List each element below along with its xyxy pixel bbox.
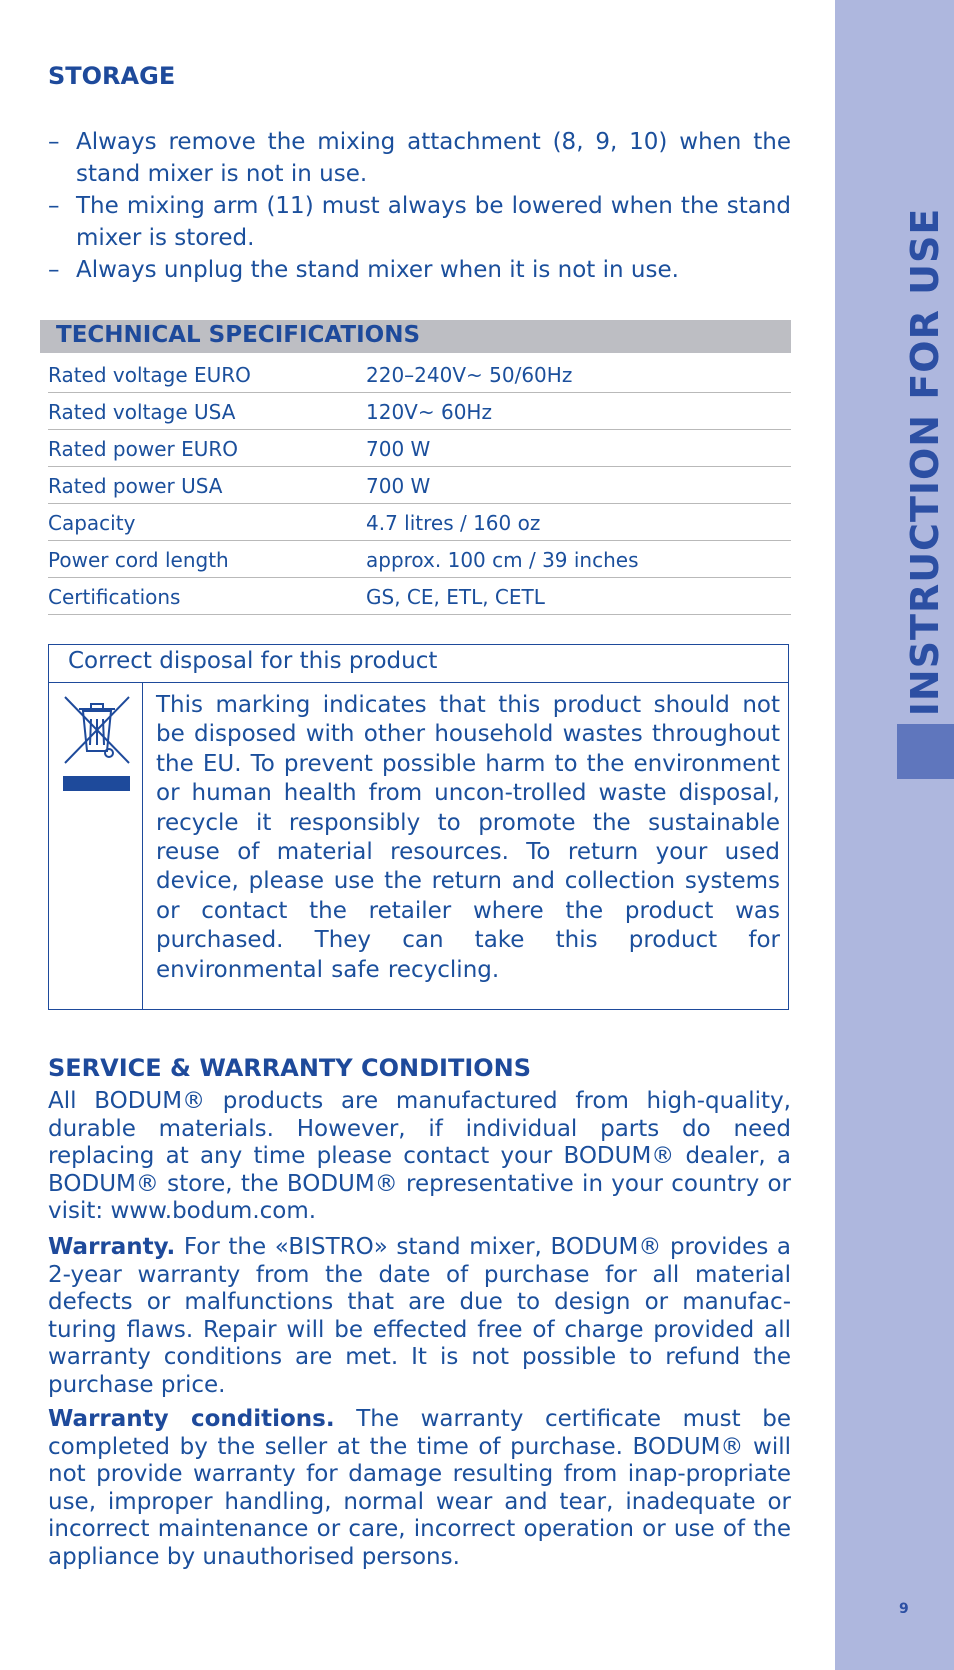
- table-row: [48, 356, 791, 393]
- disposal-title: Correct disposal for this product: [68, 648, 438, 674]
- conditions-label: Warranty conditions.: [48, 1406, 335, 1432]
- spec-value: 700 W: [366, 437, 431, 461]
- conditions-paragraph: [48, 1406, 791, 1572]
- disposal-box: [48, 644, 789, 1010]
- disposal-title-row: [49, 645, 788, 683]
- spec-label: Rated power USA: [48, 474, 223, 498]
- sidebar-title: INSTRUCTION FOR USE: [903, 207, 947, 717]
- table-row: [48, 430, 791, 467]
- table-row: [48, 541, 791, 578]
- disposal-icon-cell: [49, 683, 143, 1009]
- spec-value: 220–240V~ 50/60Hz: [366, 363, 573, 387]
- storage-list: [48, 126, 791, 286]
- list-dash: –: [48, 257, 60, 283]
- service-heading: SERVICE & WARRANTY CONDITIONS: [48, 1054, 532, 1082]
- storage-item-text: Always remove the mixing attachment (8, 9, 10) when the stand mixer is not in use.: [76, 129, 791, 187]
- spec-label: Power cord length: [48, 548, 229, 572]
- spec-label: Certifications: [48, 585, 181, 609]
- storage-item: [48, 126, 791, 190]
- spec-label: Rated voltage USA: [48, 400, 236, 424]
- warranty-label: Warranty.: [48, 1234, 176, 1260]
- disposal-text: This marking indicates that this product should not be disposed with other household wastes throughout the EU. To prevent possible harm to the environment or human health from uncon-trolled waste disposal, recycle it responsibly to promote the sustainable reuse of material resources. To return your used device, please use the return and collection systems or contact the retailer where the product was purchased. They can take this product for environmental safe recycling.: [156, 692, 780, 983]
- storage-item: [48, 190, 791, 254]
- spec-label: Rated voltage EURO: [48, 363, 251, 387]
- list-dash: –: [48, 193, 60, 219]
- spec-value: 700 W: [366, 474, 431, 498]
- conditions-text: The warranty certificate must be completed by the seller at the time of purchase. BODUM® will not provide warranty for damage resulting from inap-propriate use, improper handling, normal wear and tear, inadequate or incorrect maintenance or care, incorrect operation or use of the appliance by unauthorised persons.: [48, 1406, 791, 1570]
- crossed-out-wheelie-bin-icon: [63, 695, 131, 765]
- table-row: [48, 504, 791, 541]
- storage-item-text: Always unplug the stand mixer when it is not in use.: [76, 257, 679, 283]
- table-row: [48, 393, 791, 430]
- list-dash: –: [48, 129, 60, 155]
- table-row: [48, 467, 791, 504]
- storage-item: [48, 254, 791, 286]
- service-intro: All BODUM® products are manufactured from high-quality, durable materials. However, if individual parts do need replacing at any time please contact your BODUM® dealer, a BODUM® store, the BODUM® representative in your country or visit: www.bodum.com.: [48, 1088, 791, 1225]
- warranty-text: For the «BISTRO» stand mixer, BODUM® provides a 2-year warranty from the date of purchase for all material defects or malfunctions that are due to design or manufac-turing flaws. Repair will be effected free of charge provided all warranty conditions are met. It is not possible to refund the purchase price.: [48, 1234, 791, 1398]
- specs-heading: TECHNICAL SPECIFICATIONS: [56, 322, 421, 348]
- table-row: [48, 578, 791, 615]
- spec-label: Capacity: [48, 511, 136, 535]
- warranty-paragraph: [48, 1234, 791, 1400]
- spec-label: Rated power EURO: [48, 437, 238, 461]
- specs-table: [48, 356, 791, 615]
- sidebar-tab-marker: [897, 724, 954, 779]
- storage-heading: STORAGE: [48, 62, 176, 90]
- specs-heading-bar: [40, 320, 791, 353]
- storage-item-text: The mixing arm (11) must always be lowered when the stand mixer is stored.: [76, 193, 791, 251]
- spec-value: 120V~ 60Hz: [366, 400, 492, 424]
- spec-value: approx. 100 cm / 39 inches: [366, 548, 639, 572]
- disposal-bar: [63, 776, 130, 791]
- page-number: 9: [899, 1601, 909, 1617]
- spec-value: 4.7 litres / 160 oz: [366, 511, 541, 535]
- spec-value: GS, CE, ETL, CETL: [366, 585, 545, 609]
